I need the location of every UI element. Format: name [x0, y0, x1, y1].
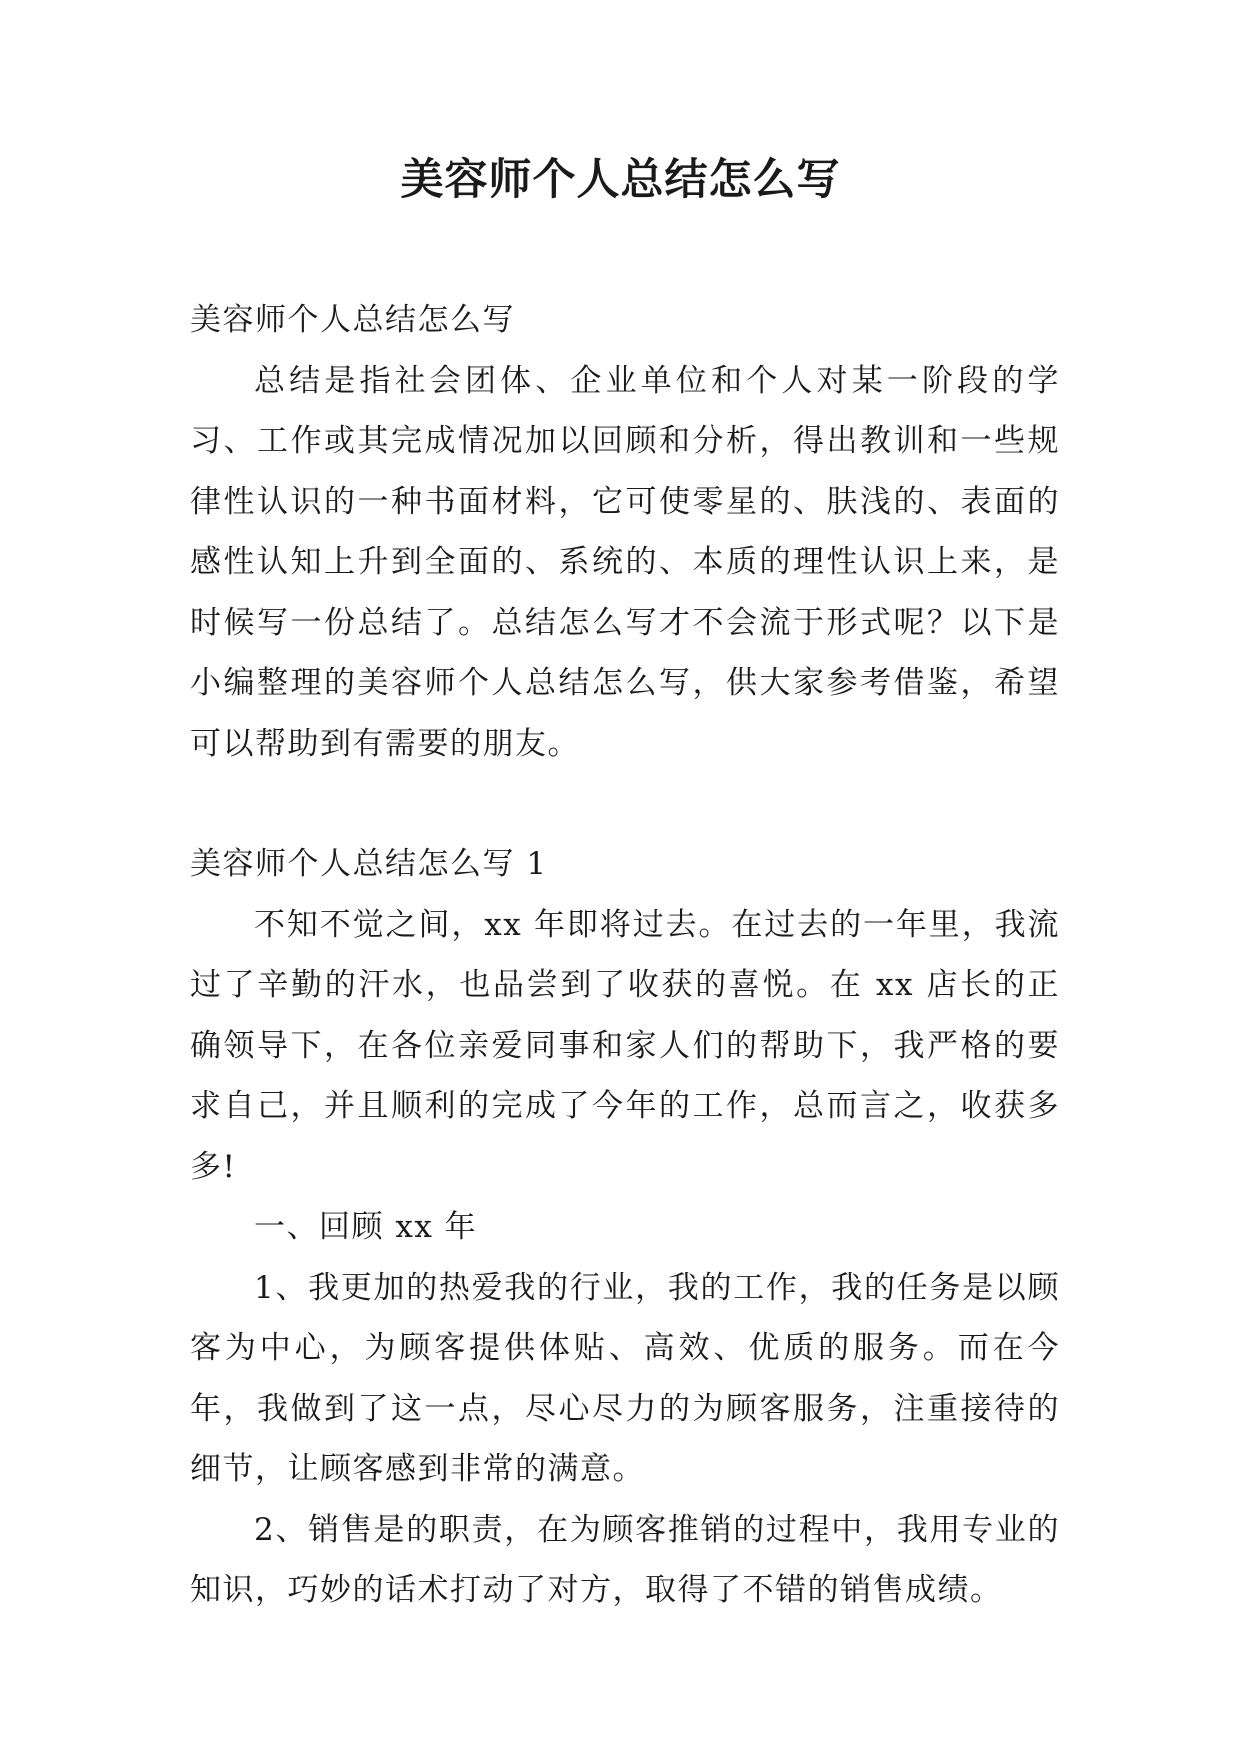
document-body	[190, 290, 1060, 1621]
intro-paragraph: 总结是指社会团体、企业单位和个人对某一阶段的学习、工作或其完成情况加以回顾和分析，得出教训和一些规律性认识的一种书面材料，它可使零星的、肤浅的、表面的感性认知上升到全面的、系统的、本质的理性认识上来，是时候写一份总结了。总结怎么写才不会流于形式呢？以下是小编整理的美容师个人总结怎么写，供大家参考借鉴，希望可以帮助到有需要的朋友。	[190, 362, 1060, 762]
list-item: 2、销售是的职责，在为顾客推销的过程中，我用专业的知识，巧妙的话术打动了对方，取得了不错的销售成绩。	[190, 1511, 1060, 1608]
intro-heading: 美容师个人总结怎么写	[190, 302, 515, 338]
section-subheading: 一、回顾 xx 年	[254, 1209, 478, 1245]
document-title: 美容师个人总结怎么写	[400, 155, 841, 205]
section-heading: 美容师个人总结怎么写 1	[190, 846, 548, 882]
section-paragraph: 不知不觉之间，xx 年即将过去。在过去的一年里，我流过了辛勤的汗水，也品尝到了收获的喜悦。在 xx 店长的正确领导下，在各位亲爱同事和家人们的帮助下，我严格的要求自己，并且顺利的完成了今年的工作，总而言之，收获多多!	[190, 906, 1060, 1185]
list-item: 1、我更加的热爱我的行业，我的工作，我的任务是以顾客为中心，为顾客提供体贴、高效、优质的服务。而在今年，我做到了这一点，尽心尽力的为顾客服务，注重接待的细节，让顾客感到非常的满意。	[190, 1269, 1060, 1487]
section-spacer	[190, 774, 1060, 834]
